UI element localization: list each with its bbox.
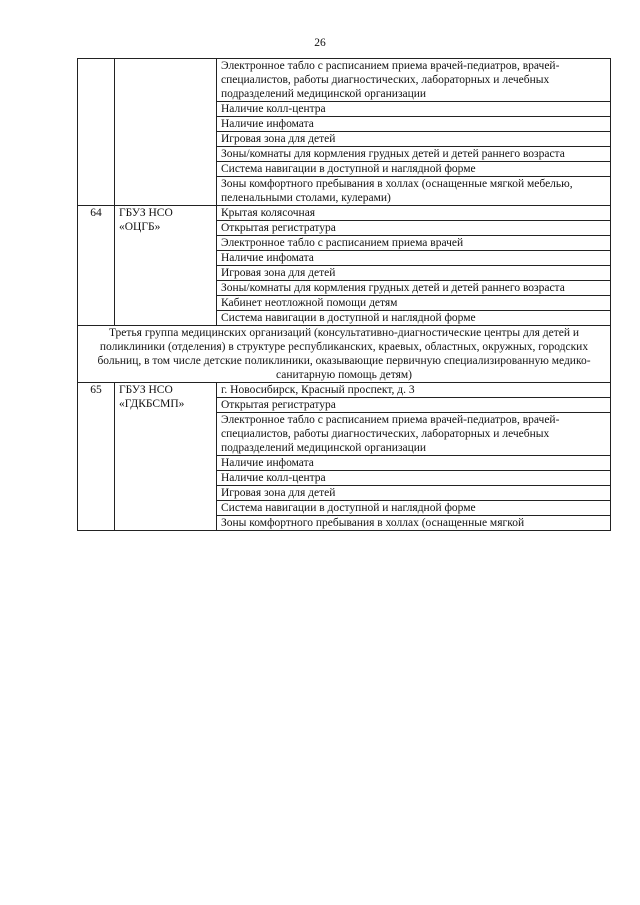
feature-cell: Система навигации в доступной и наглядной форме bbox=[217, 162, 611, 177]
feature-cell: Наличие инфомата bbox=[217, 456, 611, 471]
group-header-row bbox=[78, 326, 611, 383]
feature-cell: г. Новосибирск, Красный проспект, д. 3 bbox=[217, 383, 611, 398]
table-row bbox=[78, 206, 611, 221]
feature-cell: Открытая регистратура bbox=[217, 221, 611, 236]
table-row bbox=[78, 383, 611, 398]
group-header-text: Третья группа медицинских организаций (консультативно-диагностические центры для детей и поликлиники (отделения) в структуре республиканских, краевых, областных, окружных, городских больниц, в том числе детские поликлиники, оказывающие первичную специализированную медико-санитарную помощь детям) bbox=[78, 326, 611, 383]
feature-cell: Игровая зона для детей bbox=[217, 266, 611, 281]
feature-cell: Зоны/комнаты для кормления грудных детей и детей раннего возраста bbox=[217, 147, 611, 162]
row-number: 64 bbox=[78, 206, 115, 326]
feature-cell: Зоны комфортного пребывания в холлах (оснащенные мягкой мебелью, пеленальными столами, кулерами) bbox=[217, 177, 611, 206]
feature-cell: Электронное табло с расписанием приема врачей bbox=[217, 236, 611, 251]
organization-name: ГБУЗ НСО «ОЦГБ» bbox=[115, 206, 217, 326]
table-body bbox=[78, 59, 611, 531]
row-number bbox=[78, 59, 115, 206]
feature-cell: Система навигации в доступной и наглядной форме bbox=[217, 311, 611, 326]
feature-cell: Зоны комфортного пребывания в холлах (оснащенные мягкой bbox=[217, 516, 611, 531]
page-number: 26 bbox=[314, 37, 326, 49]
feature-cell: Кабинет неотложной помощи детям bbox=[217, 296, 611, 311]
row-number: 65 bbox=[78, 383, 115, 531]
feature-cell: Система навигации в доступной и наглядной форме bbox=[217, 501, 611, 516]
feature-cell: Игровая зона для детей bbox=[217, 486, 611, 501]
feature-cell: Наличие колл-центра bbox=[217, 102, 611, 117]
feature-cell: Крытая колясочная bbox=[217, 206, 611, 221]
feature-cell: Наличие инфомата bbox=[217, 251, 611, 266]
feature-cell: Электронное табло с расписанием приема врачей-педиатров, врачей-специалистов, работы диагностических, лабораторных и лечебных подразделений медицинской организации bbox=[217, 59, 611, 102]
organization-name: ГБУЗ НСО «ГДКБСМП» bbox=[115, 383, 217, 531]
feature-cell: Открытая регистратура bbox=[217, 398, 611, 413]
table-row bbox=[78, 59, 611, 102]
feature-cell: Наличие колл-центра bbox=[217, 471, 611, 486]
feature-cell: Игровая зона для детей bbox=[217, 132, 611, 147]
feature-cell: Наличие инфомата bbox=[217, 117, 611, 132]
organization-name bbox=[115, 59, 217, 206]
facilities-table bbox=[77, 58, 611, 531]
feature-cell: Электронное табло с расписанием приема врачей-педиатров, врачей-специалистов, работы диагностических, лабораторных и лечебных подразделений медицинской организации bbox=[217, 413, 611, 456]
feature-cell: Зоны/комнаты для кормления грудных детей и детей раннего возраста bbox=[217, 281, 611, 296]
